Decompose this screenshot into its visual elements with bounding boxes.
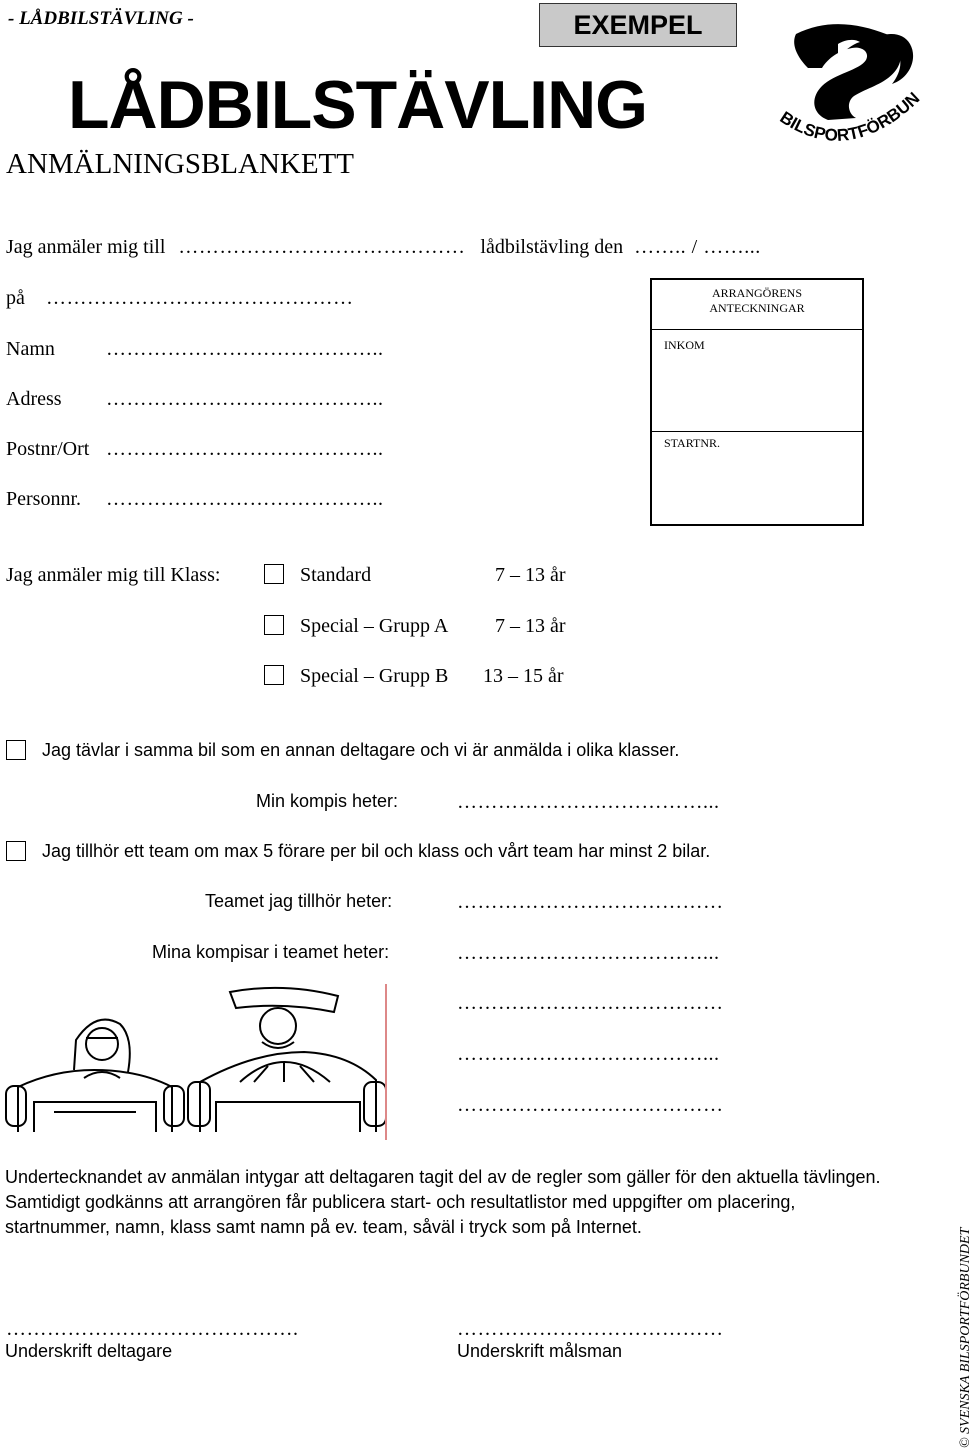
class-standard-checkbox[interactable] [264,564,284,584]
class-special-b-checkbox[interactable] [264,665,284,685]
guardian-signature-field[interactable]: ………………………………… [457,1318,724,1340]
name-field[interactable]: ………………………………….. [106,338,384,360]
logo-icon [768,22,928,152]
team-text: Jag tillhör ett team om max 5 förare per bil och klass och vårt team har minst 2 bilar. [42,841,711,861]
team-name-field[interactable]: ………………………………… [457,891,724,913]
team-mate-field[interactable]: ………………………………... [457,1043,720,1065]
inkom-field[interactable]: INKOM [664,338,705,352]
team-mate-field[interactable]: ………………………………... [457,942,720,964]
team-name-label: Teamet jag tillhör heter: [205,891,393,911]
team-mates-label: Mina kompisar i teamet heter: [152,942,390,962]
buddy-label: Min kompis heter: [256,791,399,811]
registration-prefix: Jag anmäler mig till [6,236,166,258]
consent-text: Undertecknandet av anmälan intygar att deltagaren tagit del av de regler som gäller för den aktuella tävlingen. Samtidigt godkänns att arrangören får publicera start- och resultatlistor med uppgifter om placering, startnummer, namn, klass samt namn på ev. team, såväl i tryck som på Internet. [5,1167,881,1237]
shared-car-checkbox[interactable] [6,740,26,760]
postal-city-label: Postnr/Ort [6,438,90,460]
address-field[interactable]: ………………………………….. [106,388,384,410]
team-checkbox[interactable] [6,841,26,861]
team-mate-field[interactable]: ………………………………… [457,992,724,1014]
organizer-heading-line1: ARRANGÖRENS [711,286,802,300]
class-standard-ages: 7 – 13 år [495,564,566,586]
example-badge [539,3,737,47]
logo-lettering: BILSPORTFÖRBUN [776,88,924,146]
copyright-vertical: © SVENSKA BILSPORTFÖRBUNDET [958,1227,973,1448]
guardian-signature-label: Underskrift målsman [457,1341,623,1361]
competition-date-field[interactable]: …….. / ……... [634,236,761,258]
competition-name-field[interactable]: …………………………………… [178,236,466,258]
location-label: på [6,287,25,309]
class-special-b-ages: 13 – 15 år [483,665,564,687]
example-badge-text: EXEMPEL [573,10,703,40]
postal-city-field[interactable]: ………………………………….. [106,438,384,460]
running-title: - LÅDBILSTÄVLING - [8,8,194,29]
participant-signature-field[interactable]: ……………………………………. [6,1318,299,1340]
shared-car-text: Jag tävlar i samma bil som en annan deltagare och vi är anmälda i olika klasser. [42,740,680,760]
soapbox-cars-illustration [4,982,388,1142]
class-special-a-ages: 7 – 13 år [495,615,566,637]
page-subtitle: ANMÄLNINGSBLANKETT [6,148,354,180]
personnr-field[interactable]: ………………………………….. [106,488,384,510]
bilsportforbundet-logo [768,22,928,152]
name-label: Namn [6,338,55,360]
class-special-a-label: Special – Grupp A [300,615,449,637]
organizer-heading-line2: ANTECKNINGAR [709,301,805,315]
team-mate-field[interactable]: ………………………………… [457,1094,724,1116]
class-special-a-checkbox[interactable] [264,615,284,635]
personnr-label: Personnr. [6,488,81,510]
class-standard-label: Standard [300,564,372,586]
startnr-field[interactable]: STARTNR. [664,436,720,450]
organizer-notes-box [650,278,864,526]
address-label: Adress [6,388,62,410]
page-title: LÅDBILSTÄVLING [68,67,648,143]
location-field[interactable]: ……………………………………… [46,287,354,309]
registration-line [6,236,761,259]
registration-mid: lådbilstävling den [480,236,624,258]
class-intro: Jag anmäler mig till Klass: [6,564,221,586]
buddy-field[interactable]: ………………………………... [457,791,720,813]
participant-signature-label: Underskrift deltagare [5,1341,173,1361]
soapbox-car-icon [4,982,388,1142]
class-special-b-label: Special – Grupp B [300,665,449,687]
